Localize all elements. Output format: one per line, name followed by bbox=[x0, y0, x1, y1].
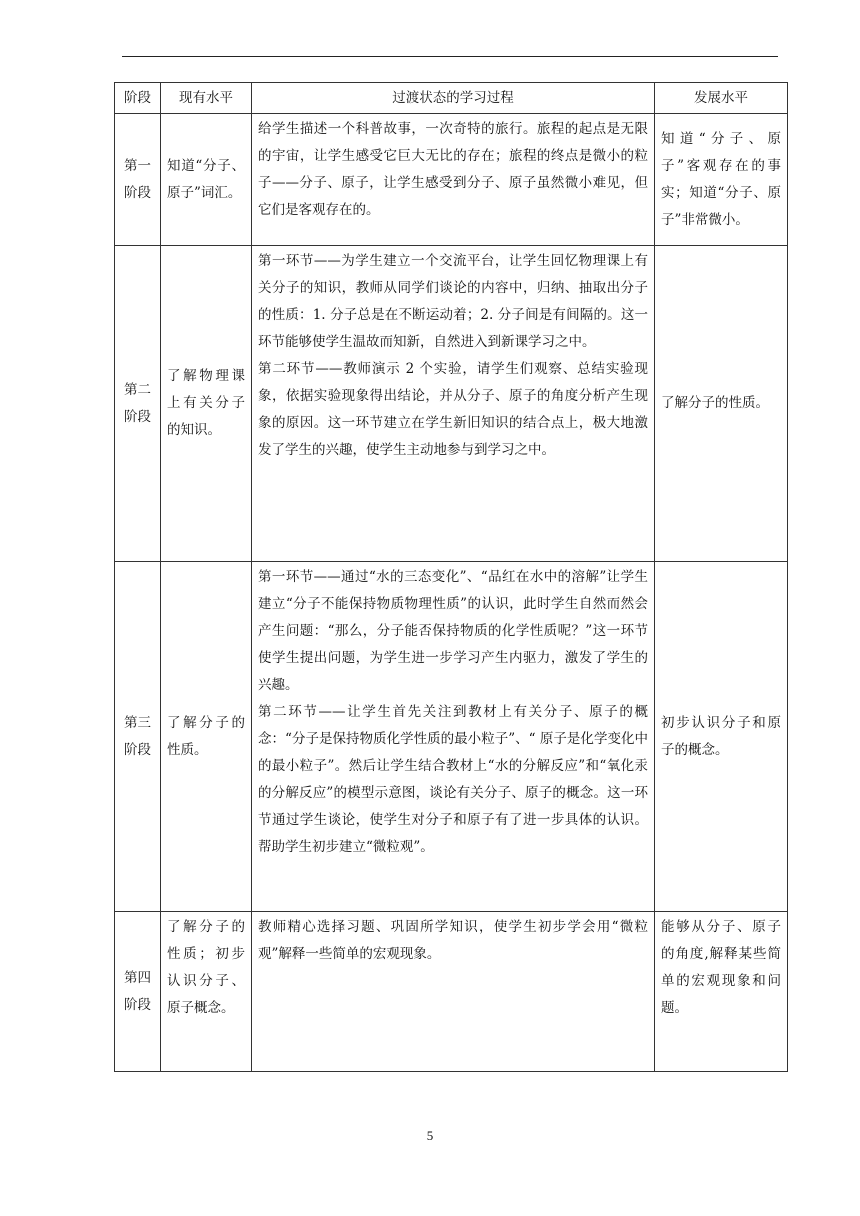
process-paragraph: 给学生描述一个科普故事，一次奇特的旅行。旅程的起点是无限的宇宙，让学生感受它巨大无比的存在；旅程的终点是微小的粒子——分子、原子，让学生感受到分子、原子虽然微小难见，但它们是客观存在的。 bbox=[258, 121, 648, 218]
current-level-cell: 了解物理课上有关分子的知识。 bbox=[161, 246, 252, 562]
page-number: 5 bbox=[426, 1128, 434, 1143]
process-paragraph: 第二环节——让学生首先关注到教材上有关分子、原子的概念：“分子是保持物质化学性质的最小粒子”、“ 原子是化学变化中的最小粒子”。然后让学生结合教材上“水的分解反应”和“氧化汞的分解反应”的模型示意图，谈论有关分子、原子的概念。这一环节通过学生谈论，使学生对分子和原子有了进一步具体的认识。帮助学生初步建立“微粒观”。 bbox=[258, 704, 648, 855]
table-row bbox=[115, 246, 788, 562]
stage-cell: 第三阶段 bbox=[115, 562, 161, 912]
header-rule bbox=[122, 56, 778, 57]
process-paragraph: 第一环节——通过“水的三态变化”、“品红在水中的溶解”让学生建立“分子不能保持物质物理性质”的认识，此时学生自然而然会产生问题：“那么，分子能否保持物质的化学性质呢？”这一环节使学生提出问题，为学生进一步学习产生内驱力，激发了学生的兴趣。 bbox=[258, 569, 648, 693]
table-row bbox=[115, 114, 788, 246]
current-level-cell: 了解分子的性质；初步认识分子、原子概念。 bbox=[161, 912, 252, 1072]
process-cell bbox=[252, 114, 655, 246]
development-level-cell: 知道“分子、原子”客观存在的事实；知道“分子、原子”非常微小。 bbox=[655, 114, 788, 246]
header-current-level: 现有水平 bbox=[161, 83, 252, 114]
current-level-cell: 了解分子的性质。 bbox=[161, 562, 252, 912]
table-row bbox=[115, 562, 788, 912]
table-row bbox=[115, 912, 788, 1072]
stage-cell: 第四阶段 bbox=[115, 912, 161, 1072]
development-level-cell: 初步认识分子和原子的概念。 bbox=[655, 562, 788, 912]
process-cell bbox=[252, 246, 655, 562]
development-level-cell: 能够从分子、原子的角度,解释某些简单的宏观现象和问题。 bbox=[655, 912, 788, 1072]
header-learning-process: 过渡状态的学习过程 bbox=[252, 83, 655, 114]
header-stage: 阶段 bbox=[115, 83, 161, 114]
process-paragraph: 教师精心选择习题、巩固所学知识，使学生初步学会用“微粒观”解释一些简单的宏观现象。 bbox=[258, 919, 648, 962]
header-development-level: 发展水平 bbox=[655, 83, 788, 114]
development-level-cell: 了解分子的性质。 bbox=[655, 246, 788, 562]
stage-cell: 第二阶段 bbox=[115, 246, 161, 562]
process-cell bbox=[252, 912, 655, 1072]
process-paragraph: 第二环节——教师演示 2 个实验，请学生们观察、总结实验现象，依据实验现象得出结论，并从分子、原子的角度分析产生现象的原因。这一环节建立在学生新旧知识的结合点上，极大地激发了学生的兴趣，使学生主动地参与到学习之中。 bbox=[258, 361, 648, 458]
table-header-row bbox=[115, 83, 788, 114]
process-paragraph: 第一环节——为学生建立一个交流平台，让学生回忆物理课上有关分子的知识，教师从同学们谈论的内容中，归纳、抽取出分子的性质：1. 分子总是在不断运动着；2. 分子间是有间隔的。这一环节能够使学生温故而知新，自然进入到新课学习之中。 bbox=[258, 253, 648, 350]
stage-cell: 第一阶段 bbox=[115, 114, 161, 246]
current-level-cell: 知道“分子、原子”词汇。 bbox=[161, 114, 252, 246]
process-cell bbox=[252, 562, 655, 912]
learning-process-table bbox=[114, 82, 788, 1072]
